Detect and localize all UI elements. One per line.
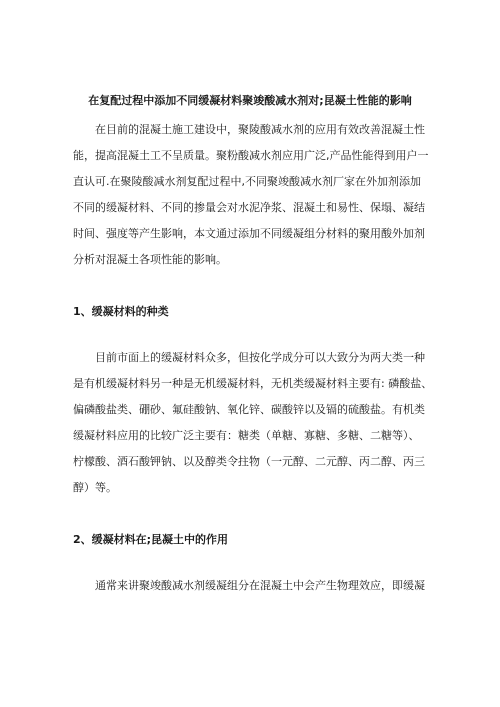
- section-1-heading: 1、缓凝材料的种类: [73, 305, 169, 318]
- paragraph-line: 在目前的混凝土施工建设中，聚陵酸减水剂的应用有效改善混凝土性: [73, 123, 425, 136]
- paragraph-line: 醇）等。: [73, 481, 117, 494]
- paragraph-line: 通常来讲聚竣酸减水剂缓凝组分在混凝土中会产生物理效应，即缓凝: [73, 579, 425, 592]
- paragraph-line: 缓凝材料应用的比较广泛主要有：糖类（单糖、寡糖、多糖、二糖等）、: [73, 429, 420, 442]
- paragraph-line: 柠檬酸、酒石酸钾钠、以及醇类令拄物（一元醇、二元醇、丙二醇、丙三: [73, 455, 425, 468]
- paragraph-line: 直认可.在聚陵酸减水剂复配过程中,不同聚竣酸减水剂厂家在外加剂添加: [73, 175, 421, 188]
- paragraph-line: 是有机缓凝材料另一种是无机缓凝材料，无机类缓凝材料主要有: 磷酸盐、: [73, 377, 433, 390]
- paragraph-line: 目前市面上的缓凝材料众多，但按化学成分可以大致分为两大类一种: [73, 351, 425, 364]
- intro-paragraph: [73, 117, 433, 273]
- section-2-paragraph: [73, 573, 433, 599]
- paragraph-line: 时间、强度等产生影响，本文通过添加不同缓凝组分材料的聚用酸外加剂: [73, 227, 425, 240]
- paragraph-line: 偏磷酸盐类、硼砂、氟硅酸钠、氧化锌、碳酸锌以及镉的硫酸盐。有机类: [73, 403, 425, 416]
- section-2-heading: 2、缓凝材料在;昆凝土中的作用: [73, 533, 229, 546]
- paragraph-line: 分析对混凝土各项性能的影响。: [73, 253, 227, 266]
- document-title: 在复配过程中添加不同缓凝材料聚竣酸减水剂对;昆凝土性能的影响: [88, 94, 412, 107]
- paragraph-line: 能，提高混凝土工不呈质量。聚粉酸减水剂应用广泛,产品性能得到用户一: [73, 149, 429, 162]
- paragraph-line: 不同的缓凝材料、不同的掺量会对水泥净浆、混凝土和易性、保塌、凝结: [73, 201, 425, 214]
- section-1-paragraph: [73, 345, 433, 501]
